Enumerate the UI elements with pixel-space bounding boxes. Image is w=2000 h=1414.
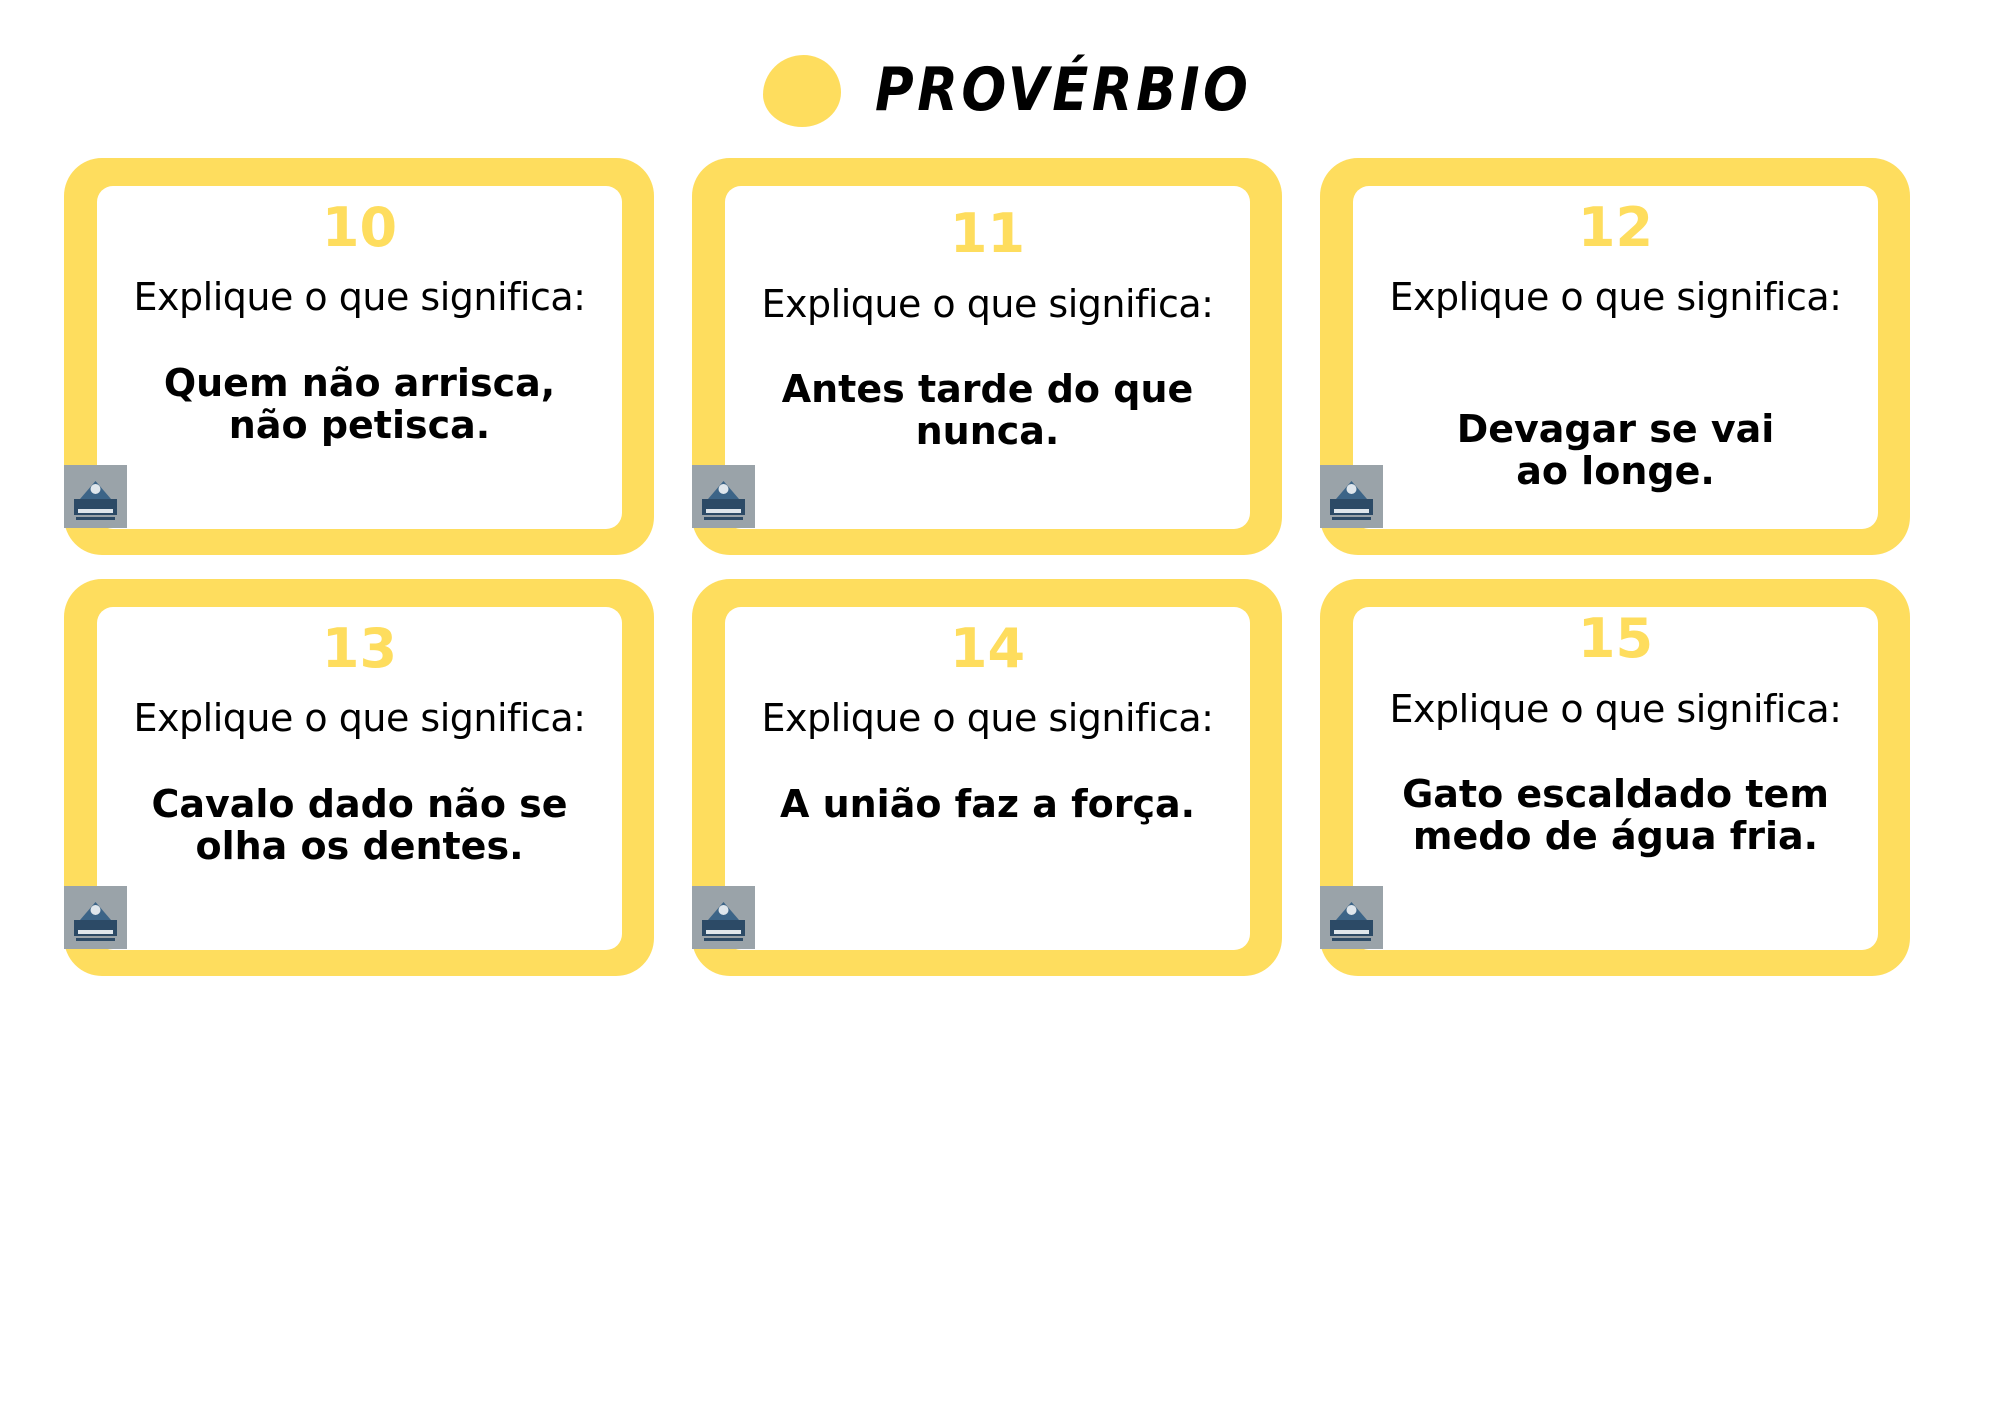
- card-proverb: Devagar se vai ao longe.: [1456, 407, 1775, 493]
- card-prompt: Explique o que significa:: [761, 282, 1214, 326]
- proverb-card-14: [692, 579, 1282, 976]
- card-proverb: Quem não arrisca, não petisca.: [163, 361, 556, 447]
- school-logo-icon: [64, 465, 127, 528]
- proverb-card-13: [64, 579, 654, 976]
- page-title: PROVÉRBIO: [875, 55, 1252, 125]
- card-body: [1353, 186, 1878, 529]
- card-prompt: Explique o que significa:: [133, 696, 586, 740]
- card-prompt: Explique o que significa:: [133, 275, 586, 319]
- card-proverb: A união faz a força.: [779, 782, 1196, 826]
- card-body: [1353, 607, 1878, 950]
- page-header: [763, 50, 1252, 140]
- proverb-card-12: [1320, 158, 1910, 555]
- card-body: [97, 186, 622, 529]
- card-number: 10: [321, 196, 398, 259]
- school-logo-icon: [1320, 465, 1383, 528]
- card-body: [725, 607, 1250, 950]
- card-proverb: Gato escaldado tem medo de água fria.: [1402, 772, 1829, 858]
- card-prompt: Explique o que significa:: [1389, 275, 1842, 319]
- yellow-blob-icon: [763, 55, 841, 127]
- card-proverb: Cavalo dado não se olha os dentes.: [151, 782, 568, 868]
- proverb-card-15: [1320, 579, 1910, 976]
- card-prompt: Explique o que significa:: [761, 696, 1214, 740]
- school-logo-icon: [692, 465, 755, 528]
- card-body: [97, 607, 622, 950]
- card-number: 13: [321, 617, 398, 680]
- card-number: 15: [1577, 607, 1654, 670]
- school-logo-icon: [692, 886, 755, 949]
- card-body: [725, 186, 1250, 529]
- card-number: 14: [949, 617, 1026, 680]
- proverb-card-11: [692, 158, 1282, 555]
- school-logo-icon: [64, 886, 127, 949]
- school-logo-icon: [1320, 886, 1383, 949]
- card-number: 12: [1577, 196, 1654, 259]
- card-number: 11: [949, 202, 1026, 265]
- card-proverb: Antes tarde do que nunca.: [781, 367, 1194, 453]
- proverb-card-10: [64, 158, 654, 555]
- card-prompt: Explique o que significa:: [1389, 687, 1842, 731]
